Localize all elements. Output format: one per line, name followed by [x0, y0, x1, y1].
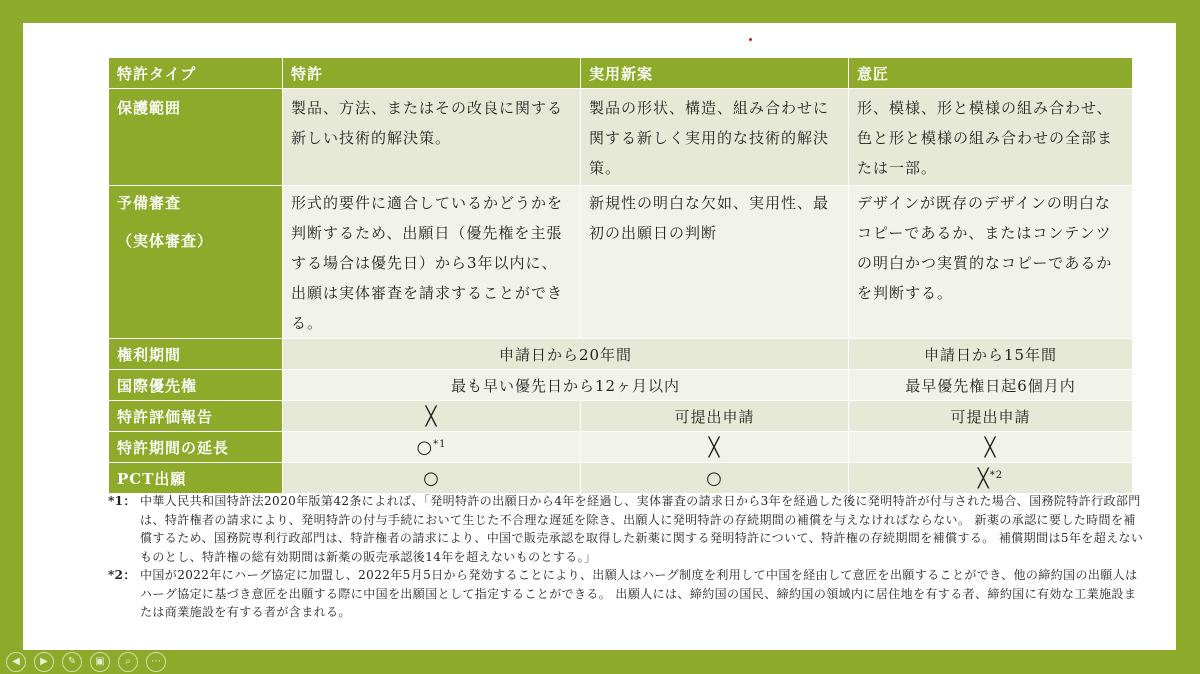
footnote-text: 中国が2022年にハーグ協定に加盟し、2022年5月5日から発効することにより、出願人はハーグ制度を利用して中国を経由して意匠を出願することができ、他の締約国の出願人はハーグ協定に基づき意匠を出願する際に中国を出願国として指定することができる。 出願人には、締約国の国民、締約国の領域内に居住地を有する者、締約国に有効な工業施設または商業施設を有する者が含まれる。: [140, 568, 1138, 619]
next-slide-icon[interactable]: ▶: [34, 652, 54, 672]
row-term: [109, 339, 1133, 370]
pct-design: [849, 463, 1133, 494]
footnotes: [108, 492, 1148, 622]
row-label-exam: [109, 186, 283, 339]
header-patent: 特許: [283, 58, 581, 89]
row-report: [109, 401, 1133, 432]
exam-patent: 形式的要件に適合しているかどうかを判断するため、出願日（優先権を主張する場合は優先日）から3年以内に、出願は実体審査を請求することができる。: [283, 186, 581, 339]
footnote-ref-2: *2: [989, 469, 1004, 481]
row-label-priority: 国際優先権: [109, 370, 283, 401]
footnote-2: [108, 566, 1148, 622]
footnote-label: *2：: [108, 568, 136, 582]
row-label-report: 特許評価報告: [109, 401, 283, 432]
red-dot: [749, 38, 752, 41]
pct-utility: [581, 463, 849, 494]
zoom-icon[interactable]: ⌕: [118, 652, 138, 672]
header-utility: 実用新案: [581, 58, 849, 89]
exam-utility: 新規性の明白な欠如、実用性、最初の出願日の判断: [581, 186, 849, 339]
term-design: 申請日から15年間: [849, 339, 1133, 370]
comparison-table: [108, 57, 1133, 494]
pen-icon[interactable]: ✎: [62, 652, 82, 672]
exam-label: 予備審査: [117, 194, 182, 212]
scope-patent: 製品、方法、またはその改良に関する新しい技術的解決策。: [283, 89, 581, 186]
circle-mark: ○: [423, 467, 440, 489]
extension-utility: [581, 432, 849, 463]
term-patent-utility: 申請日から20年間: [283, 339, 849, 370]
slideshow-controls: [6, 652, 166, 672]
priority-patent-utility: 最も早い優先日から12ヶ月以内: [283, 370, 849, 401]
row-label-scope: 保護範囲: [109, 89, 283, 186]
prev-slide-icon[interactable]: ◀: [6, 652, 26, 672]
row-label-term: 権利期間: [109, 339, 283, 370]
header-design: 意匠: [849, 58, 1133, 89]
priority-design: 最早優先権日起6個月内: [849, 370, 1133, 401]
extension-patent: [283, 432, 581, 463]
report-patent: [283, 401, 581, 432]
footnote-text: 中華人民共和国特許法2020年版第42条によれば、「発明特許の出願日から4年を経過し、実体審査の請求日から3年を経過した後に発明特許が付与された場合、国務院特許行政部門は、特許権者の請求により、発明特許の付与手続において生じた不合理な遅延を除き、出願人に発明特許の存続期間の補償を与えなければならない。 新薬の承認に要した時間を補償するため、国務院専利行政部門は、特許権者の請求により、中国で販売承認を取得した新薬に関する発明特許について、特許権の存続期間を補償する。 補償期間は5年を超えないものとし、特許権の総有効期間は新薬の販売承認後14年を超えないものとする。」: [140, 494, 1144, 564]
more-icon[interactable]: ⋯: [146, 652, 166, 672]
cross-mark: ╳: [708, 436, 721, 458]
extension-design: [849, 432, 1133, 463]
pct-patent: [283, 463, 581, 494]
circle-mark: ○: [706, 467, 723, 489]
report-design: 可提出申請: [849, 401, 1133, 432]
row-label-extension: 特許期間の延長: [109, 432, 283, 463]
cross-mark: ╳: [425, 405, 438, 427]
header-type: 特許タイプ: [109, 58, 283, 89]
exam-label-sub: （実体審査）: [117, 232, 214, 250]
footnote-label: *1：: [108, 494, 136, 508]
slides-icon[interactable]: ▣: [90, 652, 110, 672]
footnote-ref-1: *1: [433, 438, 447, 450]
circle-mark: ○: [416, 436, 434, 458]
report-utility: 可提出申請: [581, 401, 849, 432]
row-protection-scope: [109, 89, 1133, 186]
row-label-pct: PCT出願: [109, 463, 283, 494]
cross-mark: ╳: [977, 467, 990, 489]
row-priority: [109, 370, 1133, 401]
exam-design: デザインが既存のデザインの明白なコピーであるか、またはコンテンツの明白かつ実質的なコピーであるかを判断する。: [849, 186, 1133, 339]
row-pct: [109, 463, 1133, 494]
cross-mark: ╳: [984, 436, 997, 458]
footnote-1: [108, 492, 1148, 566]
scope-design: 形、模様、形と模様の組み合わせ、色と形と模様の組み合わせの全部または一部。: [849, 89, 1133, 186]
row-extension: [109, 432, 1133, 463]
row-exam: [109, 186, 1133, 339]
scope-utility: 製品の形状、構造、組み合わせに関する新しく実用的な技術的解決策。: [581, 89, 849, 186]
table-header-row: [109, 58, 1133, 89]
